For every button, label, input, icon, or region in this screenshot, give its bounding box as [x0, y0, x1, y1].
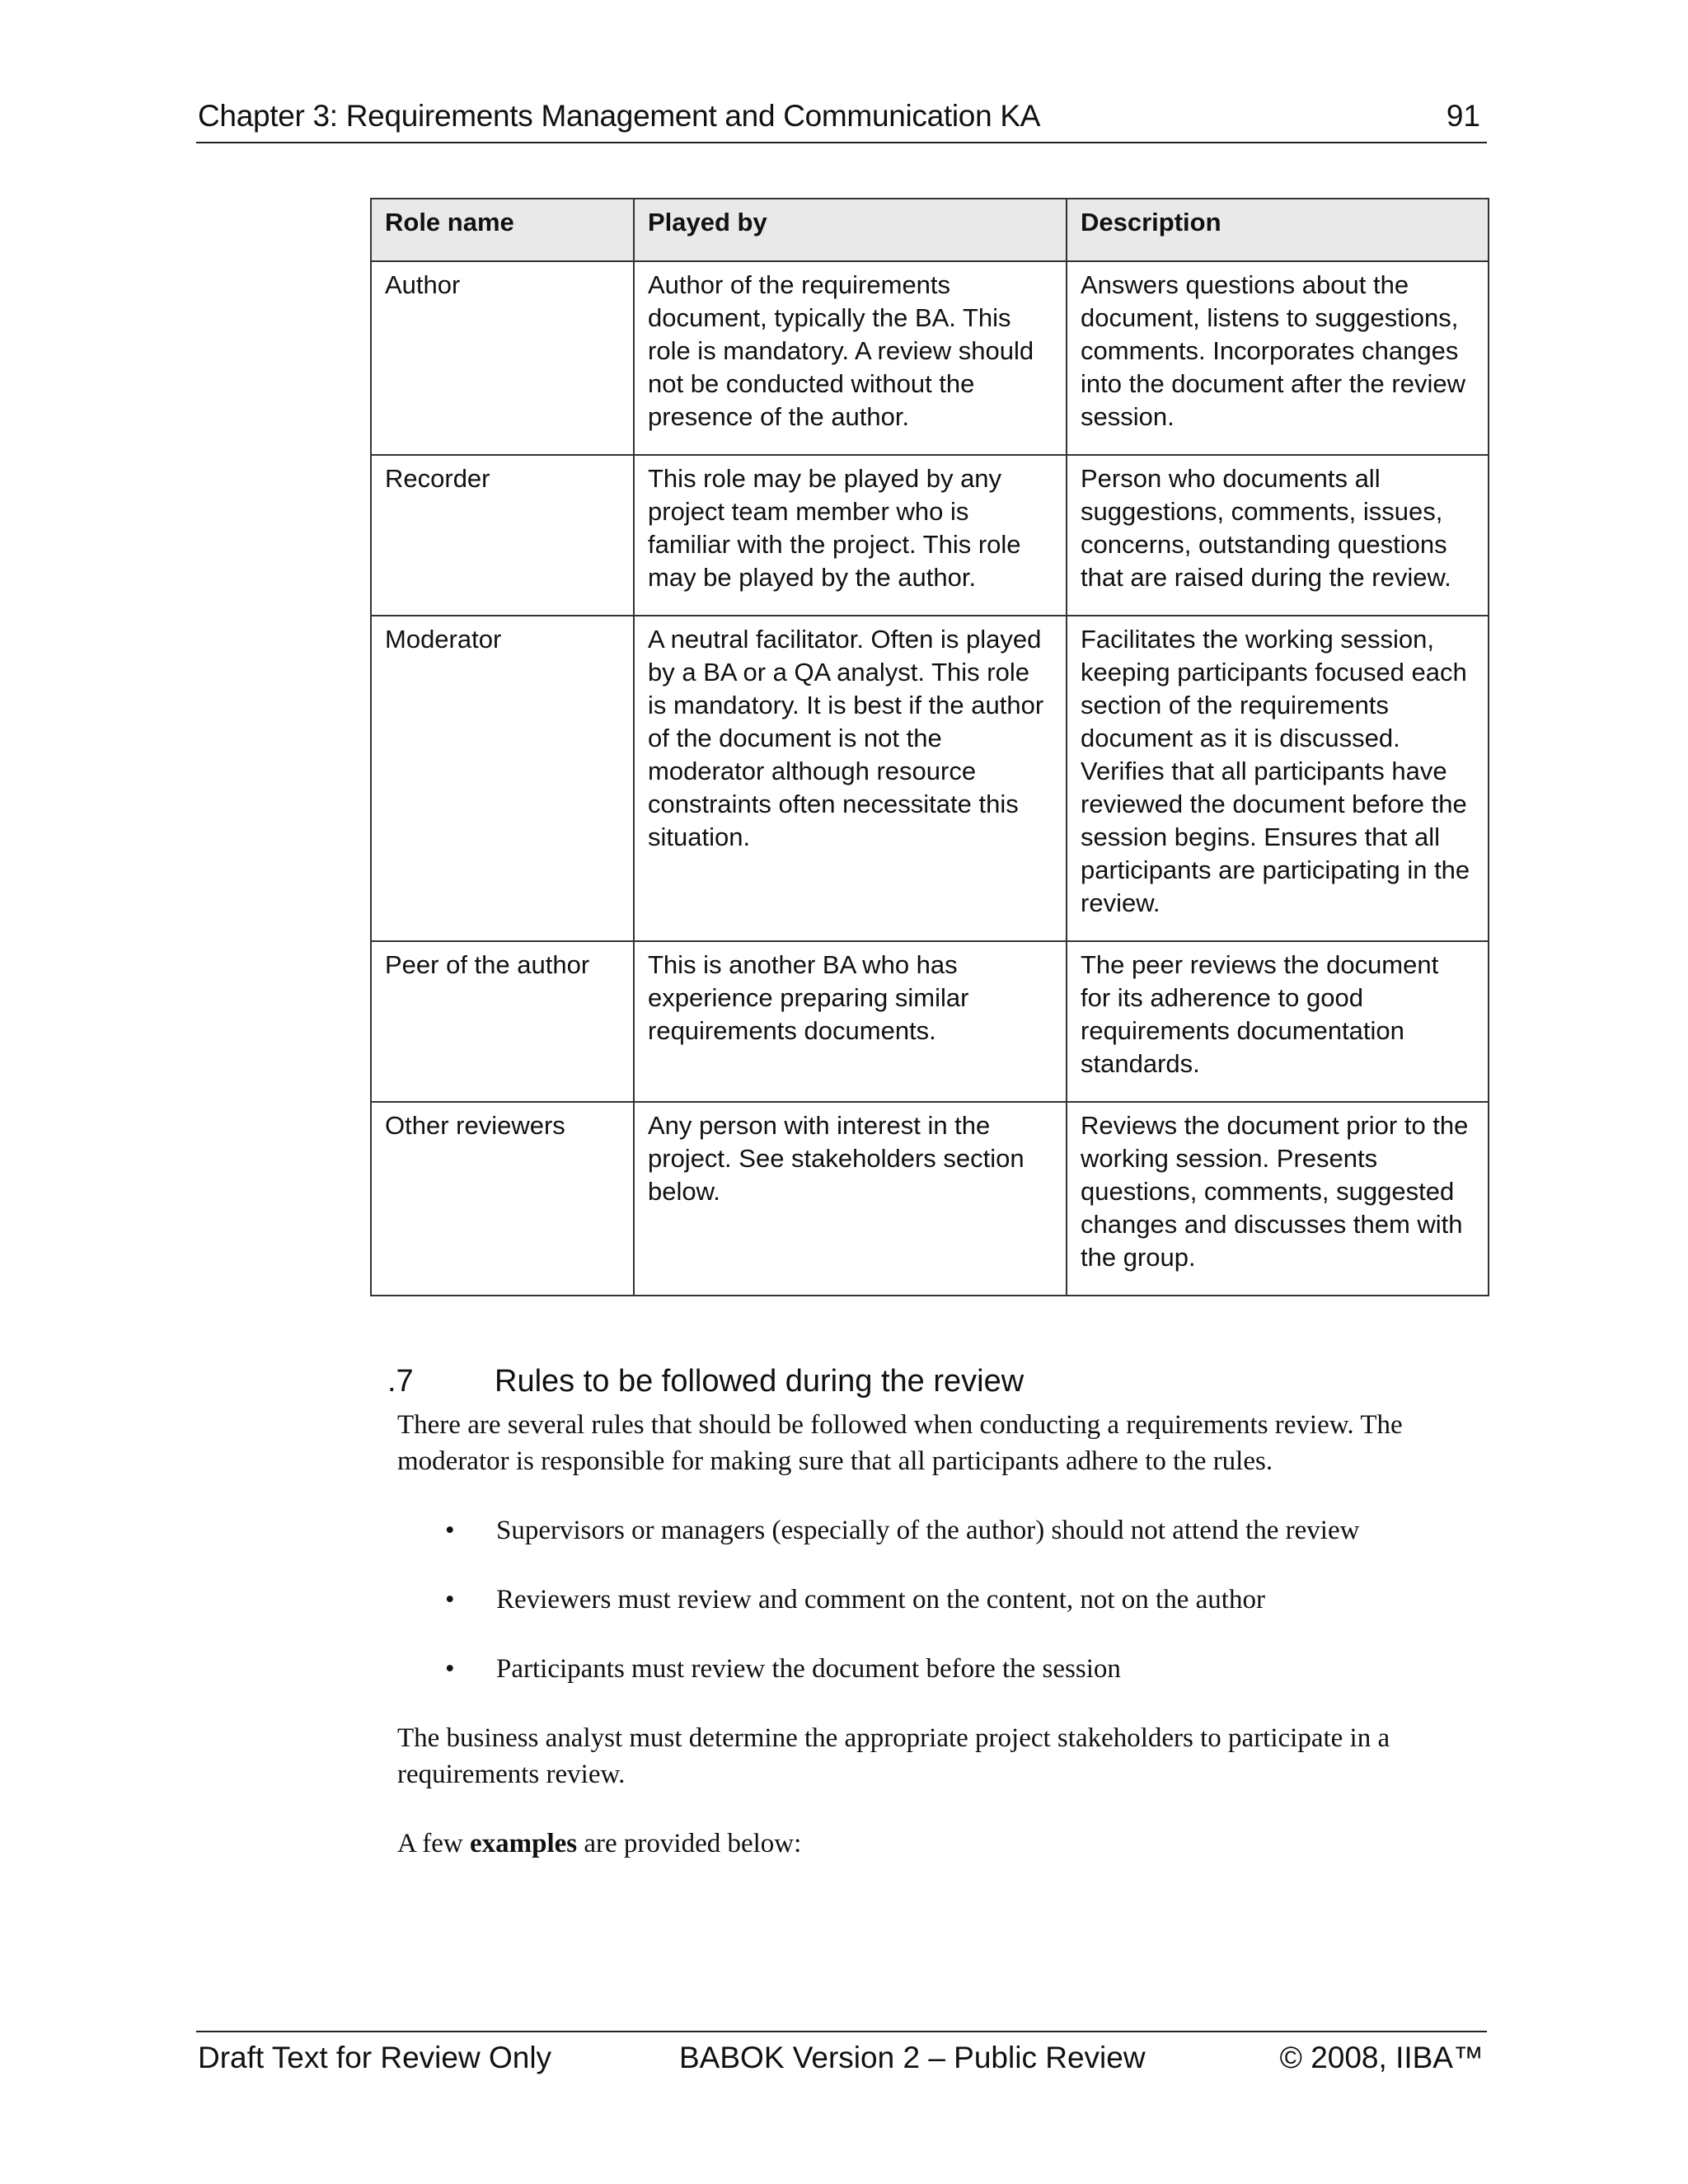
- stakeholders-paragraph: The business analyst must determine the appropriate project stakeholders to participate in a requirements review.: [397, 1723, 1390, 1789]
- section-title: Rules to be followed during the review: [495, 1364, 1025, 1399]
- played-by-cell: A neutral facilitator. Often is played by a BA or a QA analyst. This role is mandatory. It is best if the author of the document is not the moderator although resource constraints often necessitate this situation.: [634, 616, 1067, 941]
- table-header-row: [371, 199, 1489, 261]
- list-item: [397, 1582, 1493, 1618]
- description-cell: Answers questions about the document, listens to suggestions, comments. Incorporates changes into the document after the review session.: [1067, 261, 1489, 455]
- bullet-icon: •: [445, 1585, 455, 1615]
- role-name-cell: Peer of the author: [371, 941, 634, 1102]
- bullet-icon: •: [445, 1516, 455, 1545]
- played-by-cell: This role may be played by any project team member who is familiar with the project. This role may be played by the author.: [634, 455, 1067, 616]
- role-name-cell: Other reviewers: [371, 1102, 634, 1296]
- list-item: [397, 1651, 1493, 1687]
- table-row: [371, 455, 1489, 616]
- description-cell: Person who documents all suggestions, comments, issues, concerns, outstanding questions that are raised during the review.: [1067, 455, 1489, 616]
- description-cell: Facilitates the working session, keeping participants focused each section of the requirements document as it is discussed. Verifies that all participants have reviewed the document before the session begins. Ensures that all participants are participating in the review.: [1067, 616, 1489, 941]
- section-number: .7: [387, 1364, 414, 1399]
- list-item-text: Participants must review the document before the session: [496, 1654, 1121, 1684]
- footer-center-text: BABOK Version 2 – Public Review: [679, 2041, 1146, 2074]
- rules-list: [397, 1512, 1493, 1687]
- played-by-cell: Any person with interest in the project. See stakeholders section below.: [634, 1102, 1067, 1296]
- chapter-title: Chapter 3: Requirements Management and Communication KA: [198, 99, 1041, 133]
- role-name-cell: Recorder: [371, 455, 634, 616]
- table-row: [371, 261, 1489, 455]
- role-name-cell: Author: [371, 261, 634, 455]
- examples-bold-word: examples: [469, 1829, 578, 1858]
- footer-left-text: Draft Text for Review Only: [198, 2041, 552, 2074]
- examples-prefix: A few: [397, 1829, 470, 1858]
- examples-paragraph: [397, 1825, 1493, 1862]
- page-number: 91: [1446, 99, 1480, 133]
- description-cell: The peer reviews the document for its adherence to good requirements documentation standards.: [1067, 941, 1489, 1102]
- page-header: [196, 97, 1487, 143]
- page-footer: [196, 2031, 1487, 2082]
- list-item-text: Supervisors or managers (especially of the author) should not attend the review: [496, 1516, 1360, 1545]
- description-cell: Reviews the document prior to the working session. Presents questions, comments, suggested changes and discusses them with the group.: [1067, 1102, 1489, 1296]
- footer-copyright: © 2008, IIBA™: [1279, 2041, 1484, 2074]
- roles-table: [370, 198, 1489, 1296]
- table-row: [371, 616, 1489, 941]
- table-row: [371, 941, 1489, 1102]
- section-body: [397, 1407, 1493, 1862]
- list-item-text: Reviewers must review and comment on the content, not on the author: [496, 1585, 1265, 1615]
- column-header-played-by: Played by: [634, 199, 1067, 261]
- rules-section: [387, 1364, 1508, 1862]
- intro-paragraph: There are several rules that should be followed when conducting a requirements review. The moderator is responsible for making sure that all participants adhere to the rules.: [397, 1410, 1403, 1476]
- section-heading: [387, 1364, 1508, 1407]
- played-by-cell: Author of the requirements document, typically the BA. This role is mandatory. A review should not be conducted without the presence of the author.: [634, 261, 1067, 455]
- examples-suffix: are provided below:: [577, 1829, 802, 1858]
- list-item: [397, 1512, 1493, 1549]
- role-name-cell: Moderator: [371, 616, 634, 941]
- table-row: [371, 1102, 1489, 1296]
- played-by-cell: This is another BA who has experience preparing similar requirements documents.: [634, 941, 1067, 1102]
- column-header-description: Description: [1067, 199, 1489, 261]
- bullet-icon: •: [445, 1654, 455, 1684]
- column-header-role-name: Role name: [371, 199, 634, 261]
